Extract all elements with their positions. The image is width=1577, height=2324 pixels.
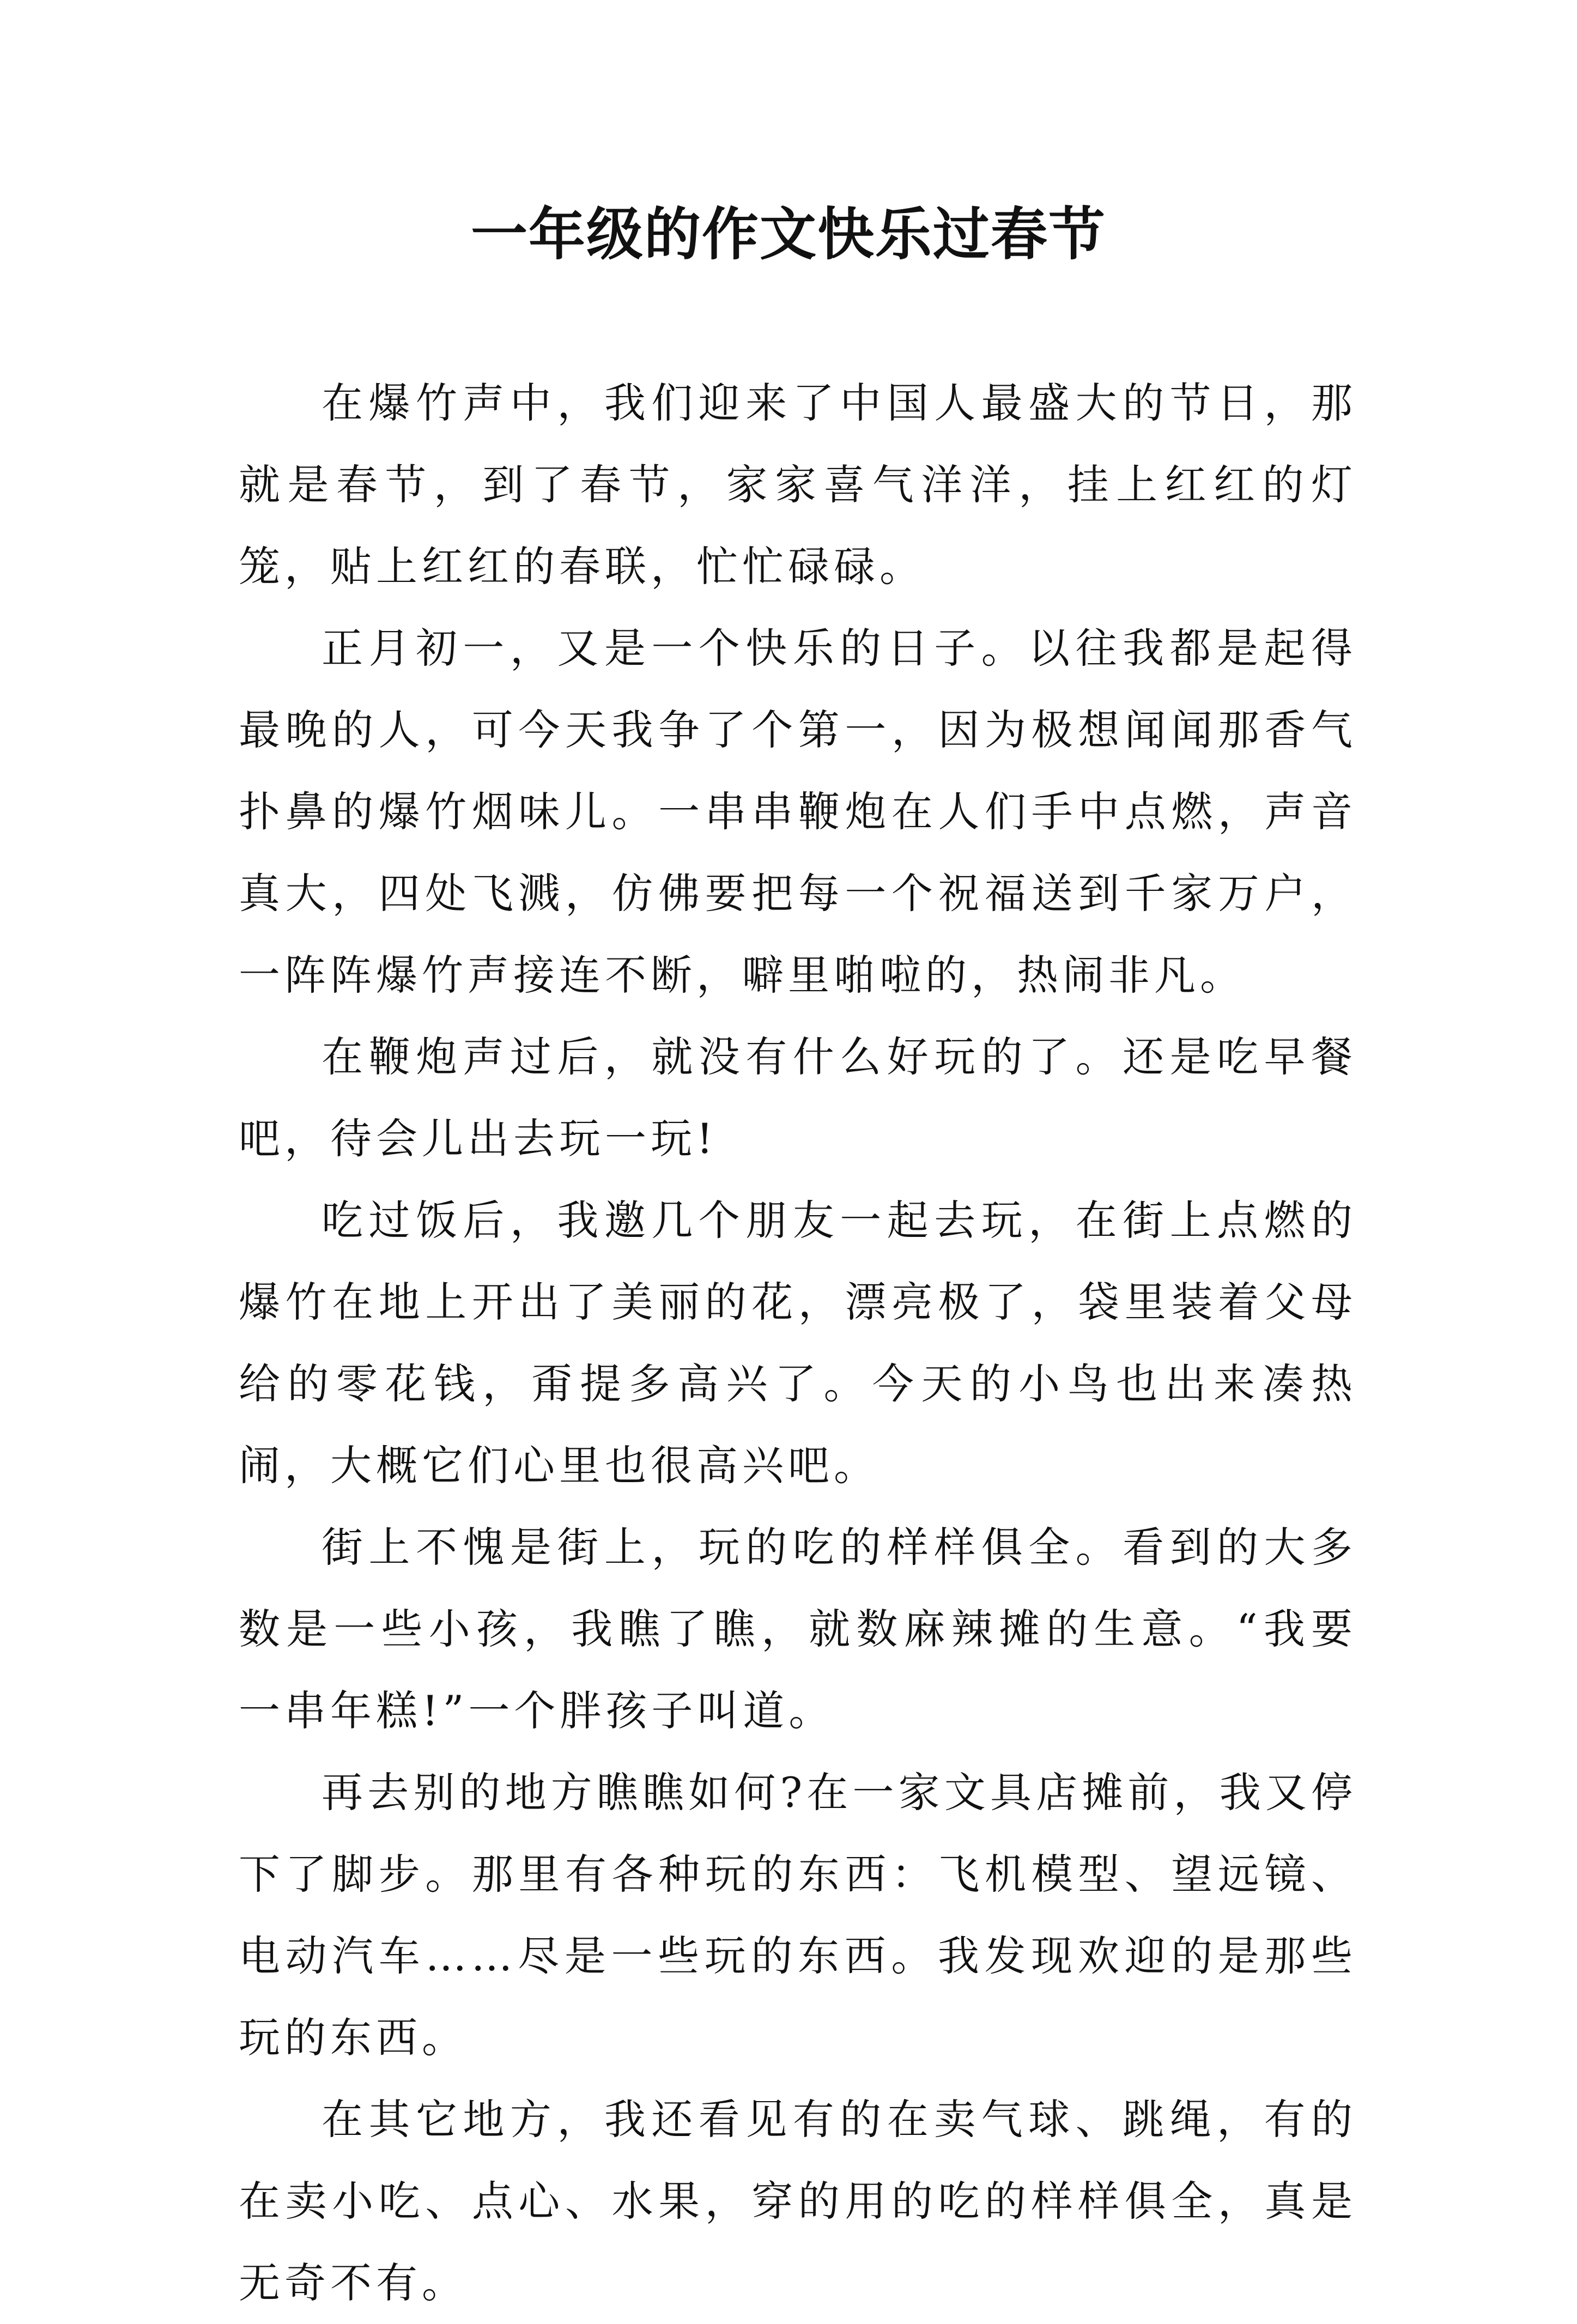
paragraph-2: 正月初一，又是一个快乐的日子。以往我都是起得最晚的人，可今天我争了个第一，因为极想闻闻那香气扑鼻的爆竹烟味儿。一串串鞭炮在人们手中点燃，声音真大，四处飞溅，仿佛要把每一个祝福送到千家万户，一阵阵爆竹声接连不断，噼里啪啦的，热闹非凡。 — [239, 624, 1357, 999]
paragraph-4: 吃过饭后，我邀几个朋友一起去玩，在街上点燃的爆竹在地上开出了美丽的花，漂亮极了，袋里装着父母给的零花钱，甭提多高兴了。今天的小鸟也出来凑热闹，大概它们心里也很高兴吧。 — [239, 1196, 1357, 1490]
paragraph-3: 在鞭炮声过后，就没有什么好玩的了。还是吃早餐吧，待会儿出去玩一玩! — [239, 1033, 1357, 1163]
paragraph-6: 再去别的地方瞧瞧如何?在一家文具店摊前，我又停下了脚步。那里有各种玩的东西：飞机模型、望远镜、电动汽车……尽是一些玩的东西。我发现欢迎的是那些玩的东西。 — [239, 1768, 1357, 2062]
document-title: 一年级的作文快乐过春节 — [470, 201, 1106, 268]
document-body — [239, 362, 1357, 2324]
paragraph-5: 街上不愧是街上，玩的吃的样样俱全。看到的大多数是一些小孩，我瞧了瞧，就数麻辣摊的生意。“我要一串年糕!”一个胖孩子叫道。 — [239, 1523, 1357, 1735]
paragraph-1: 在爆竹声中，我们迎来了中国人最盛大的节日，那就是春节，到了春节，家家喜气洋洋，挂上红红的灯笼，贴上红红的春联，忙忙碌碌。 — [239, 379, 1357, 591]
paragraph-7: 在其它地方，我还看见有的在卖气球、跳绳，有的在卖小吃、点心、水果，穿的用的吃的样样俱全，真是无奇不有。 — [239, 2095, 1357, 2307]
